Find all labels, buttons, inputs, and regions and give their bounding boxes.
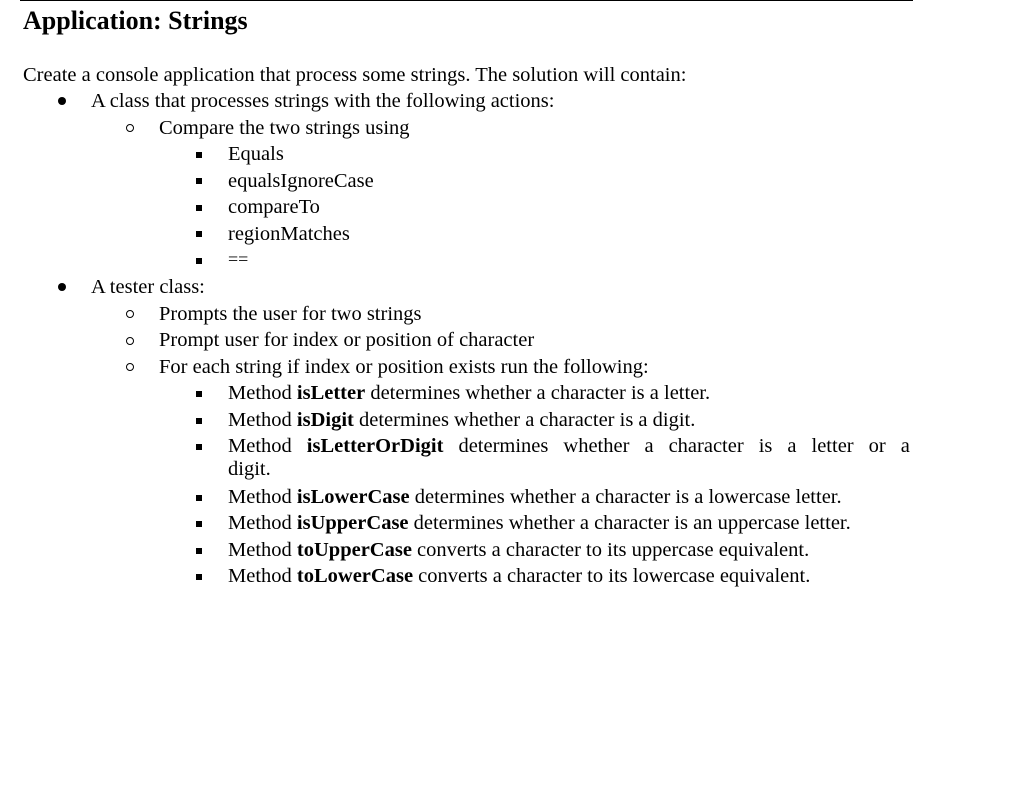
method-name: toUpperCase (296, 539, 412, 561)
square-bullet (196, 409, 204, 417)
tester-sub-index: Prompt user for index or position of character (159, 329, 535, 351)
method-desc: converts a character to its uppercase equivalent. (411, 539, 810, 561)
method-tolowercase (228, 564, 810, 588)
compare-item-equalsignorecase: equalsIgnoreCase (228, 170, 374, 192)
method-isdigit (228, 408, 695, 432)
section1-sub-label: Compare the two strings using (159, 117, 410, 139)
square-bullet (196, 222, 204, 230)
method-name: isUpperCase (296, 512, 409, 534)
method-prefix: Method (228, 512, 297, 534)
compare-item-equals: Equals (228, 143, 284, 165)
method-islowercase (228, 485, 842, 509)
tester-sub-foreach: For each string if index or position exists run the following: (159, 356, 649, 378)
intro-paragraph: Create a console application that process some strings. The solution will contain: (23, 64, 687, 86)
circle-bullet (126, 302, 138, 314)
square-bullet (196, 512, 204, 520)
method-name: isDigit (296, 409, 354, 431)
method-isletter (228, 381, 710, 405)
square-bullet (196, 486, 204, 494)
method-desc-word: a (787, 435, 797, 457)
method-desc-word: character (668, 435, 744, 457)
square-bullet (196, 249, 204, 257)
square-bullet (196, 196, 204, 204)
method-name: toLowerCase (296, 565, 414, 587)
method-desc: converts a character to its lowercase equivalent. (413, 565, 811, 587)
method-prefix: Method (228, 565, 297, 587)
method-desc-word: determines (458, 435, 549, 457)
method-name: isLowerCase (296, 486, 410, 508)
square-bullet (196, 382, 204, 390)
method-desc-word: or (868, 435, 886, 457)
method-desc-word: a (900, 435, 910, 457)
tester-sub-prompts: Prompts the user for two strings (159, 303, 422, 325)
method-desc-word: is (758, 435, 773, 457)
square-bullet (196, 539, 204, 547)
method-desc-word: whether (563, 435, 630, 457)
method-desc: determines whether a character is a lowercase letter. (409, 486, 842, 508)
circle-bullet (126, 355, 138, 367)
section1-label: A class that processes strings with the following actions: (91, 90, 555, 112)
method-desc: determines whether a character is a digit. (353, 409, 696, 431)
method-prefix: Method (228, 435, 292, 457)
method-name: isLetterOrDigit (306, 435, 444, 457)
method-isuppercase (228, 511, 851, 535)
method-desc: determines whether a character is an uppercase letter. (408, 512, 851, 534)
method-prefix: Method (228, 486, 297, 508)
square-bullet (196, 169, 204, 177)
method-prefix: Method (228, 382, 297, 404)
square-bullet (196, 143, 204, 151)
circle-bullet (126, 116, 138, 128)
disc-bullet (58, 276, 70, 288)
top-rule (20, 0, 913, 1)
square-bullet (196, 435, 204, 443)
method-prefix: Method (228, 539, 297, 561)
method-isletterordigit (228, 434, 910, 458)
compare-item-compareto: compareTo (228, 196, 320, 218)
square-bullet (196, 565, 204, 573)
compare-item-double-equals: == (228, 249, 249, 269)
method-name: isLetter (296, 382, 366, 404)
method-desc-word: a (644, 435, 654, 457)
disc-bullet (58, 90, 70, 102)
method-desc-continuation: digit. (228, 458, 271, 480)
compare-item-regionmatches: regionMatches (228, 223, 350, 245)
method-prefix: Method (228, 409, 297, 431)
circle-bullet (126, 329, 138, 341)
method-touppercase (228, 538, 809, 562)
method-desc-word: letter (811, 435, 854, 457)
section2-label: A tester class: (91, 276, 205, 298)
page-title: Application: Strings (23, 6, 248, 35)
method-desc: determines whether a character is a letter. (365, 382, 711, 404)
